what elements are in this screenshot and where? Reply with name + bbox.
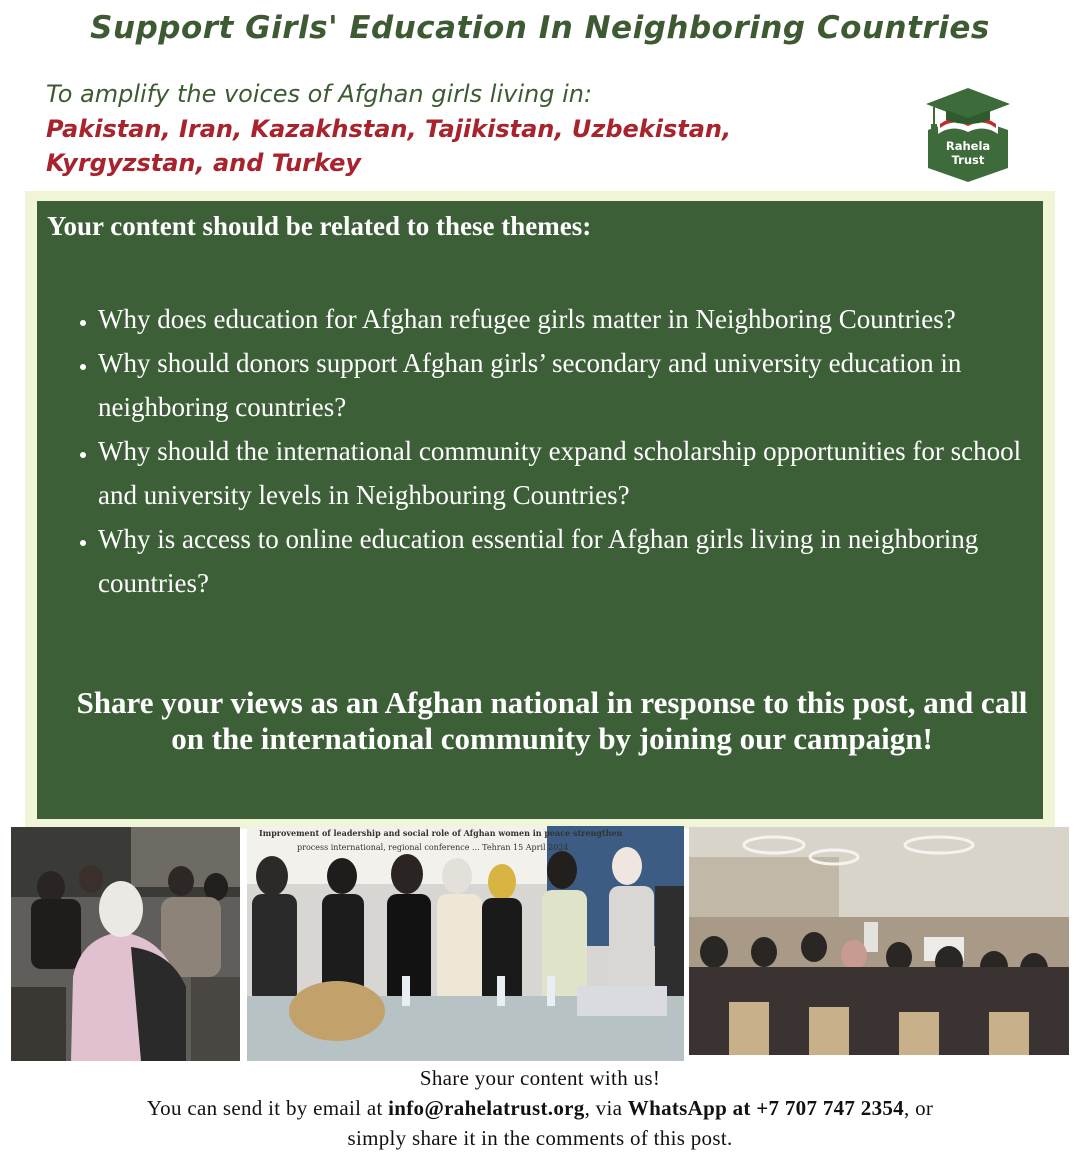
call-to-action: Share your views as an Afghan national in response to this post, and call on the international community by joining our campaign! (76, 685, 1028, 756)
theme-item: • Why is access to online education essential for Afghan girls living in neighboring countries? (98, 517, 1058, 605)
footer-line-2: You can send it by email at info@rahelatrust.org, via WhatsApp at +7 707 747 2354, or (146, 1096, 934, 1120)
photo-classroom (689, 827, 1069, 1055)
photo-audience-seated (11, 827, 240, 1061)
banner-text: process international, regional conference ... Tehran 15 April 2024 (297, 843, 569, 852)
photo-conference-group (247, 826, 684, 1061)
banner-text: Improvement of leadership and social role of Afghan women in peace strengthen (259, 828, 623, 838)
email-link[interactable]: info@rahelatrust.org (388, 1096, 585, 1120)
panel-heading: Your content should be related to these themes: (47, 211, 592, 241)
graduation-cap-book-icon (926, 88, 1010, 182)
footer-line-3: simply share it in the comments of this post. (347, 1126, 733, 1150)
themes-list (75, 297, 1058, 605)
whatsapp-contact[interactable]: WhatsApp at +7 707 747 2354 (627, 1096, 904, 1120)
logo-text: Rahela Trust (945, 139, 991, 167)
rahela-trust-logo (922, 86, 1014, 184)
theme-item: • Why does education for Afghan refugee girls matter in Neighboring Countries? (98, 297, 1058, 341)
footer (0, 1063, 1080, 1153)
themes-panel (37, 201, 1043, 819)
countries-list: Pakistan, Iran, Kazakhstan, Tajikistan, Uzbekistan, Kyrgyzstan, and Turkey (46, 115, 732, 177)
subtitle: To amplify the voices of Afghan girls living in: (46, 80, 593, 108)
footer-line-1: Share your content with us! (419, 1066, 661, 1090)
theme-item: • Why should the international community expand scholarship opportunities for school and university levels in Neighbouring Countries? (98, 429, 1058, 517)
theme-item: • Why should donors support Afghan girls’ secondary and university education in neighboring countries? (98, 341, 1058, 429)
page-title: Support Girls' Education In Neighboring Countries (90, 10, 990, 46)
